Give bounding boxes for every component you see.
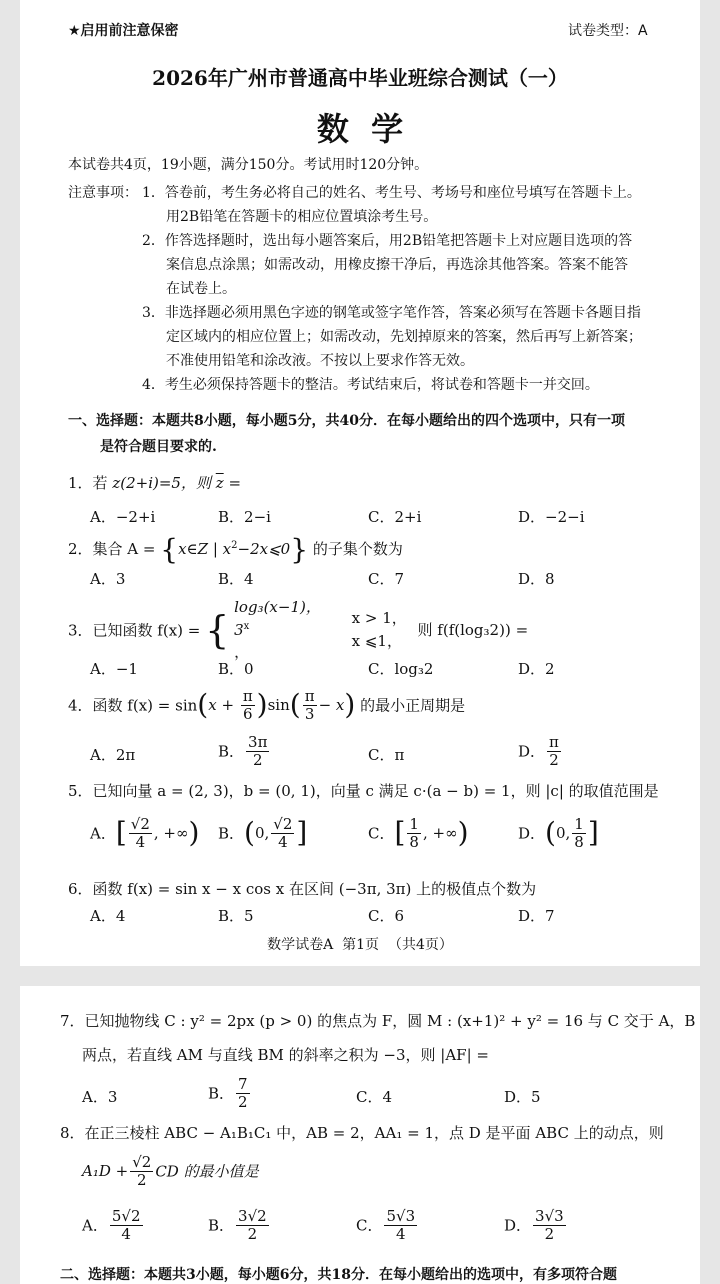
exam-page-2: [20, 986, 700, 1284]
notice-3c: 不准使用铅笔和涂改液。不按以上要求作答无效。: [166, 353, 474, 369]
subject-title: 数 学: [316, 110, 404, 148]
exam-title: 2026年广州市普通高中毕业班综合测试（一）: [152, 66, 568, 90]
question-7-stem: 7．已知抛物线 C : y² = 2px (p > 0) 的焦点为 F，圆 M : (x+1)² + y² = 16 与 C 交于 A，B: [60, 1012, 696, 1030]
notice-2a: 2．作答选择题时，选出每小题答案后，用2B铅笔把答题卡上对应题目选项的答: [142, 233, 633, 249]
q7-option-d[interactable]: D．5: [504, 1088, 541, 1106]
question-7-stem-cont: 两点，若直线 AM 与直线 BM 的斜率之积为 −3，则 |AF| =: [82, 1046, 489, 1064]
question-5-stem: 5．已知向量 a = (2, 3)，b = (0, 1)，向量 c 满足 c·(a − b) = 1，则 |c| 的取值范围是: [68, 782, 659, 800]
q6-option-b[interactable]: B．5: [218, 907, 254, 925]
q5-option-a[interactable]: A．[ $\frac{√2}{4}$ , +∞): [90, 815, 200, 851]
question-4-stem: 4．函数 f(x) = sin(x + $\frac{\pi}{6}$ )sin( $\frac{\pi}{3}$ − x) 的最小正周期是: [68, 687, 466, 723]
q4-option-d[interactable]: D． $\frac{\pi}{2}$: [518, 733, 559, 769]
q4-option-c[interactable]: C．π: [368, 746, 405, 764]
q6-option-c[interactable]: C．6: [368, 907, 405, 925]
q8-option-d[interactable]: D． $\frac{3√3}{2}$: [504, 1207, 564, 1243]
q2-option-a[interactable]: A．3: [90, 570, 126, 588]
question-2-stem: 2．集合 A = {x∈Z | $x^2-2x⩽0$} 的子集个数为: [68, 533, 403, 566]
notice-4: 4．考生必须保持答题卡的整洁。考试结束后，将试卷和答题卡一并交回。: [142, 377, 599, 393]
notice-label: 注意事项：: [68, 185, 138, 201]
section1-heading-cont: 是符合题目要求的.: [100, 439, 217, 455]
question-3-stem: 3．已知函数 f(x) = { log₃(x−1)， 3$^x$ ， x > 1， x ⩽1， 则 f(f(log₃2)) =: [68, 598, 529, 661]
q6-option-a[interactable]: A．4: [90, 907, 126, 925]
question-6-stem: 6．函数 f(x) = sin x − x cos x 在区间 (−3π, 3π) 上的极值点个数为: [68, 880, 537, 898]
q1-option-b[interactable]: B．2−i: [218, 508, 271, 526]
q8-option-c[interactable]: C． $\frac{5√3}{4}$: [356, 1207, 416, 1243]
question-1-stem: 1．若 z(2+i)=5，则 $\overline{z}$ =: [68, 474, 242, 492]
question-8-stem-cont: A₁D + $\frac{√2}{2}$ CD 的最小值是: [82, 1153, 259, 1189]
q4-option-a[interactable]: A．2π: [90, 746, 136, 764]
exam-summary: 本试卷共4页，19小题，满分150分。考试用时120分钟。: [68, 157, 429, 173]
q2-option-d[interactable]: D．8: [518, 570, 555, 588]
q5-option-d[interactable]: D．(0, $\frac{1}{8}$ ]: [518, 815, 599, 851]
section1-heading: 一、选择题：本题共8小题，每小题5分，共40分．在每小题给出的四个选项中，只有一项: [68, 413, 625, 429]
section2-heading: 二、选择题：本题共3小题，每小题6分，共18分．在每小题给出的选项中，有多项符合题: [60, 1267, 617, 1283]
exam-page-1: [20, 0, 700, 966]
paper-type: 试卷类型：A: [568, 23, 648, 39]
q3-option-c[interactable]: C．log₃2: [368, 660, 434, 678]
q1-option-c[interactable]: C．2+i: [368, 508, 422, 526]
notice-3a: 3．非选择题必须用黑色字迹的钢笔或签字笔作答，答案必须写在答题卡各题目指: [142, 305, 641, 321]
notice-1a: 1．答卷前，考生务必将自己的姓名、考生号、考场号和座位号填写在答题卡上。: [142, 185, 641, 201]
q7-option-c[interactable]: C．4: [356, 1088, 393, 1106]
notice-2b: 案信息点涂黑；如需改动，用橡皮擦干净后，再选涂其他答案。答案不能答: [166, 257, 628, 273]
q5-option-b[interactable]: B．(0, $\frac{√2}{4}$ ]: [218, 815, 308, 851]
notice-2c: 在试卷上。: [166, 281, 236, 297]
q3-option-b[interactable]: B．0: [218, 660, 254, 678]
q6-option-d[interactable]: D．7: [518, 907, 555, 925]
q3-option-a[interactable]: A．−1: [90, 660, 138, 678]
question-8-stem: 8．在正三棱柱 ABC − A₁B₁C₁ 中，AB = 2，AA₁ = 1，点 D 是平面 ABC 上的动点，则: [60, 1124, 664, 1142]
page-footer: 数学试卷A 第1页 （共4页）: [267, 937, 453, 953]
q4-option-b[interactable]: B． $\frac{3\pi}{2}$: [218, 733, 268, 769]
q1-option-a[interactable]: A．−2+i: [90, 508, 156, 526]
q5-option-c[interactable]: C．[ $\frac{1}{8}$ , +∞): [368, 815, 469, 851]
notice-3b: 定区域内的相应位置上；如需改动，先划掉原来的答案，然后再写上新答案；: [166, 329, 642, 345]
q8-option-b[interactable]: B． $\frac{3√2}{2}$: [208, 1207, 267, 1243]
confidential-mark: ★启用前注意保密: [68, 23, 179, 39]
q2-option-b[interactable]: B．4: [218, 570, 254, 588]
q3-option-d[interactable]: D．2: [518, 660, 555, 678]
q8-option-a[interactable]: A． $\frac{5√2}{4}$: [82, 1207, 141, 1243]
q7-option-a[interactable]: A．3: [82, 1088, 118, 1106]
q1-option-d[interactable]: D．−2−i: [518, 508, 585, 526]
q7-option-b[interactable]: B． $\frac{7}{2}$: [208, 1075, 248, 1111]
q2-option-c[interactable]: C．7: [368, 570, 405, 588]
notice-1b: 用2B铅笔在答题卡的相应位置填涂考生号。: [166, 209, 438, 225]
